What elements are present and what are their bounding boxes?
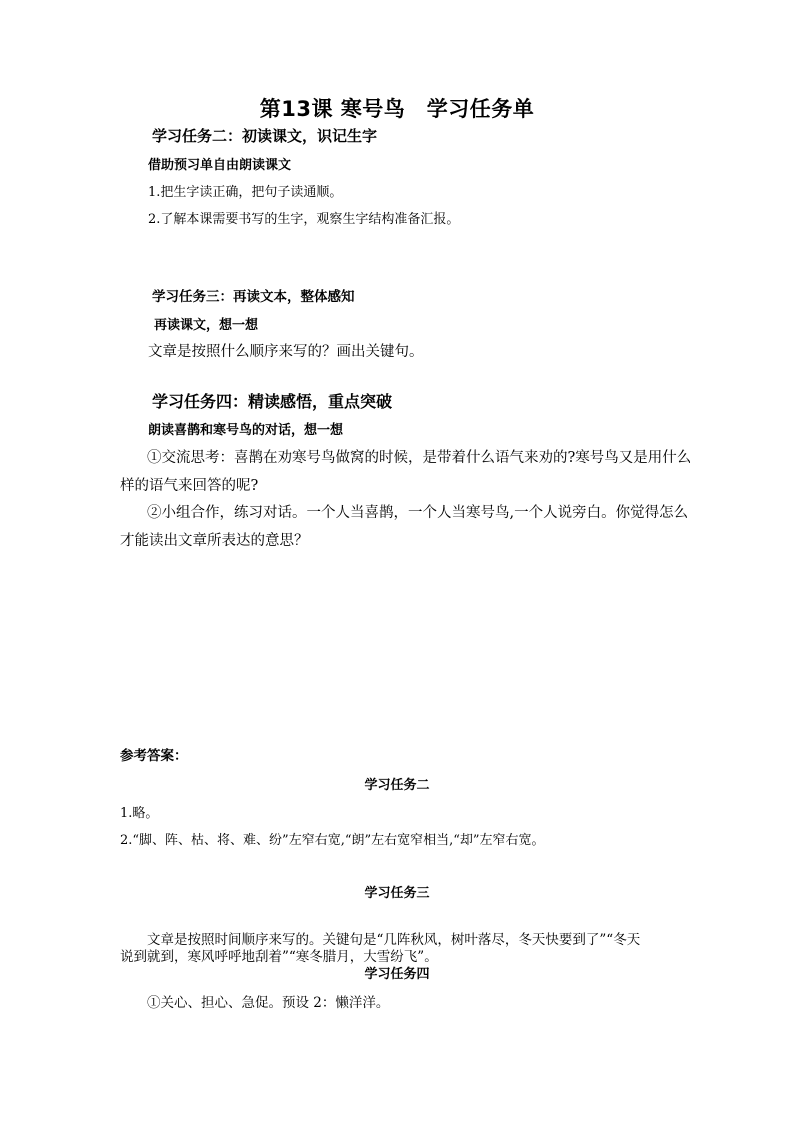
page-title: 第13课 寒号鸟 学习任务单 [259,97,535,121]
answer-task2-item-2: 2.“脚、阵、枯、将、难、纷”左窄右宽,“朗”左右宽窄相当,“却”左窄右宽。 [120,833,545,848]
task2-subheading: 借助预习单自由朗读课文 [148,158,292,173]
task4-heading: 学习任务四：精读感悟，重点突破 [152,392,393,411]
task4-question-2-line1: ②小组合作，练习对话。一个人当喜鹊，一个人当寒号鸟,一个人说旁白。你觉得怎么 [147,505,689,521]
task4-question-2-line2: 才能读出文章所表达的意思？ [120,533,309,549]
task2-item-1: 1.把生字读正确，把句子读通顺。 [148,185,343,200]
task4-question-1-line1: ①交流思考：喜鹊在劝寒号鸟做窝的时候，是带着什么语气来劝的?寒号鸟又是用什么 [147,450,692,466]
task2-item-2: 2.了解本课需要书写的生字，观察生字结构准备汇报。 [148,212,460,227]
task3-question: 文章是按照什么顺序来写的？画出关键句。 [148,344,424,360]
task4-question-1-line2: 样的语气来回答的呢? [120,478,259,494]
answer-task3-line1: 文章是按照时间顺序来写的。关键句是“几阵秋风，树叶落尽，冬天快要到了”“冬天 [147,932,641,948]
answer-task4-title: 学习任务四 [364,967,430,982]
task2-heading: 学习任务二：初读课文，识记生字 [152,127,378,145]
answers-heading: 参考答案： [120,748,188,764]
task3-heading: 学习任务三：再读文本，整体感知 [152,289,355,305]
answer-task2-title: 学习任务二 [364,778,430,793]
task4-subheading: 朗读喜鹊和寒号鸟的对话，想一想 [148,423,344,438]
answer-task3-title: 学习任务三 [364,886,430,901]
task3-subheading: 再读课文，想一想 [154,318,259,333]
answer-task2-item-1: 1.略。 [120,806,159,821]
answer-task3-line2: 说到就到，寒风呼呼地刮着”“寒冬腊月，大雪纷飞”。 [120,949,438,965]
answer-task4-item-1: ①关心、担心、急促。预设 2：懒洋洋。 [147,995,390,1011]
